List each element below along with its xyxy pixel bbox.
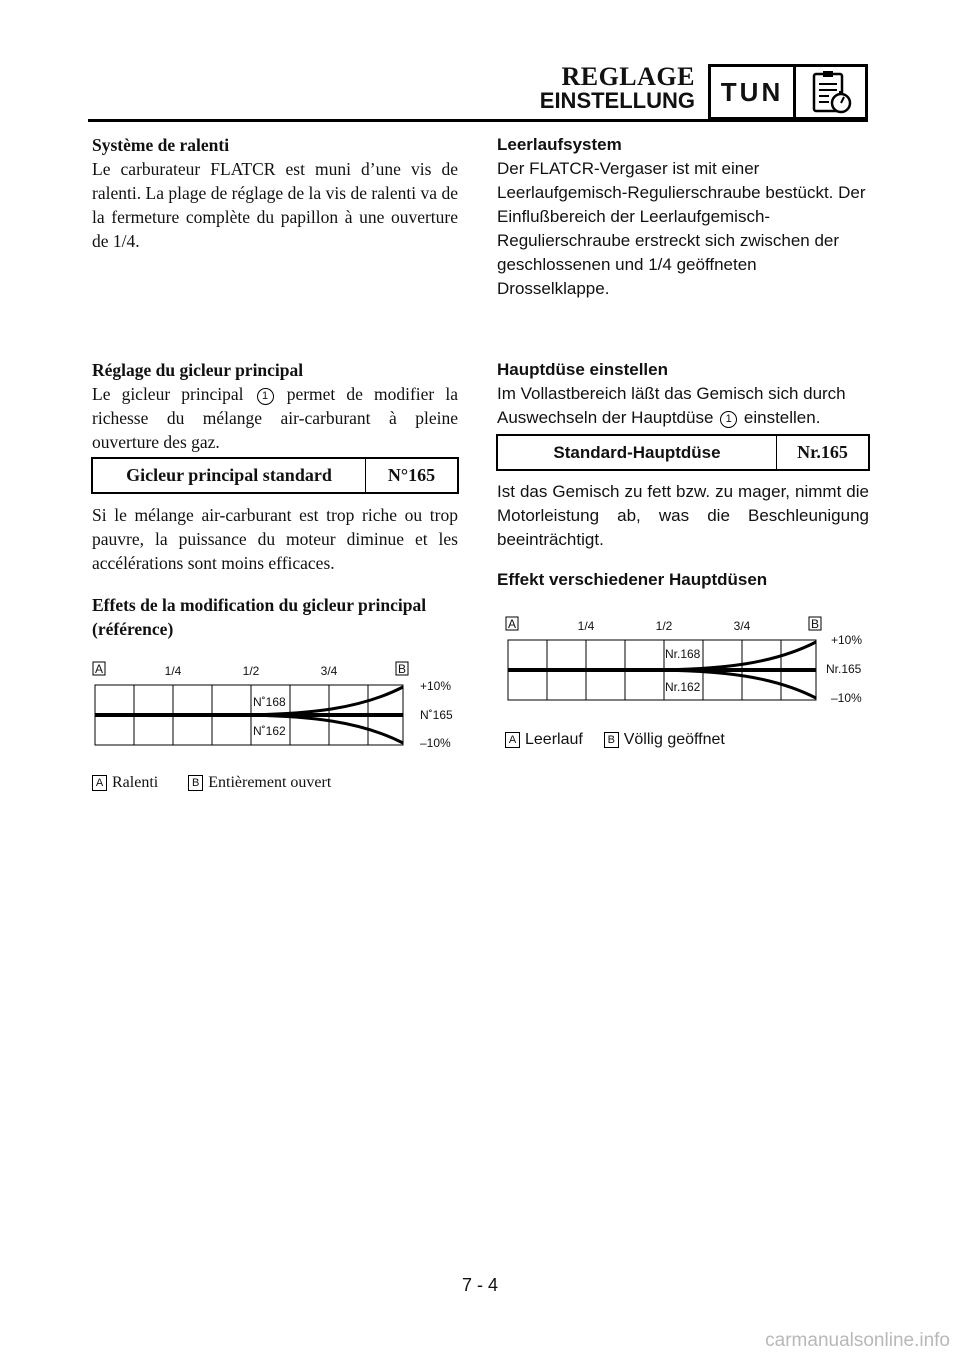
fr-spec-table <box>91 457 459 494</box>
de-spec-table <box>496 434 870 471</box>
de-idle-heading: Leerlaufsystem <box>497 135 622 154</box>
ref-1-icon: 1 <box>257 388 274 405</box>
chart-tick-3: 3/4 <box>733 619 751 633</box>
de-chart-legend <box>505 731 725 749</box>
chart-right-plus: +10% <box>831 633 863 647</box>
chart-right-mid: N˚165 <box>420 708 453 722</box>
de-main-text-a: Im Vollastbereich läßt das Gemisch sich durch Auswechseln der Hauptdüse <box>497 384 846 427</box>
chart-right-plus: +10% <box>420 679 452 693</box>
legend-b-text: Völlig geöffnet <box>623 731 725 748</box>
de-idle-text: Der FLATCR-Vergaser ist mit einer Leerlaufgemisch-Regulierschraube bestückt. Der Einflußbereich der Leerlaufgemisch-Regulierschraube erstreckt sich zwischen der geschlossenen und 1/4 geöffneten Drosselklappe. <box>497 159 866 298</box>
de-main-jet-chart <box>505 613 885 718</box>
chart-end-a: A <box>507 617 517 631</box>
legend-a-key: A <box>92 775 107 791</box>
de-main-text-b: einstellen. <box>743 408 821 427</box>
fr-main-text-a: Le gicleur principal <box>92 384 244 404</box>
fr-idle-heading: Système de ralenti <box>92 135 230 155</box>
de-main-jet-section <box>497 358 869 430</box>
fr-spec-label: Gicleur principal standard <box>93 459 366 492</box>
fr-main-heading: Réglage du gicleur principal <box>92 360 304 380</box>
de-idle-section <box>497 133 869 301</box>
section-badge <box>708 64 868 120</box>
de-rich-section <box>497 480 869 552</box>
chart-right-minus: –10% <box>420 736 451 750</box>
de-rich-text: Ist das Gemisch zu fett bzw. zu mager, nimmt die Motorleistung ab, was die Beschleunigung beeinträchtigt. <box>497 482 869 549</box>
fr-idle-text: Le carburateur FLATCR est muni d’une vis de ralenti. La plage de réglage de la vis de ralenti va de la fermeture complète du papillon à une ouverture de 1/4. <box>92 159 458 251</box>
clipboard-stopwatch-icon <box>796 67 865 117</box>
de-effects-heading: Effekt verschiedener Hauptdüsen <box>497 570 768 589</box>
chart-right-minus: –10% <box>831 691 862 705</box>
chart-series-label-1: N˚168 <box>253 695 286 709</box>
legend-a-text: Ralenti <box>112 774 159 791</box>
fr-main-jet-section <box>92 358 458 454</box>
de-spec-label: Standard-Hauptdüse <box>498 436 777 469</box>
chart-series-label-2: N˚162 <box>253 724 286 738</box>
fr-rich-text: Si le mélange air-carburant est trop riche ou trop pauvre, la puissance du moteur diminue et les accélérations sont moins efficaces. <box>92 505 458 573</box>
fr-effects-heading <box>92 593 458 641</box>
fr-main-text-b: permet de modifier la richesse du mélange air-carburant à pleine ouverture des gaz. <box>92 384 459 452</box>
legend-b-key: B <box>604 732 619 748</box>
chart-end-a: A <box>94 662 104 676</box>
watermark: carmanualsonline.info <box>765 1330 950 1351</box>
chart-series-label-2: Nr.162 <box>665 680 701 694</box>
chart-tick-2: 1/2 <box>242 664 260 678</box>
fr-chart-legend <box>92 774 331 792</box>
fr-main-jet-chart <box>92 658 472 763</box>
chart-end-b: B <box>397 662 407 676</box>
page-number: 7 - 4 <box>461 1275 499 1295</box>
fr-spec-value: N°165 <box>387 465 436 485</box>
ref-1-icon: 1 <box>720 411 737 428</box>
chart-series-label-1: Nr.168 <box>665 647 701 661</box>
fr-main-text <box>92 382 458 454</box>
chart-tick-2: 1/2 <box>655 619 673 633</box>
de-effects-heading-wrap <box>497 568 869 592</box>
chart-tick-3: 3/4 <box>320 664 338 678</box>
header-title-fr: REGLAGE <box>561 62 695 91</box>
fr-effects-heading-1: Effets de la modification du gicleur principal <box>92 595 427 615</box>
chart-tick-1: 1/4 <box>164 664 182 678</box>
de-main-text <box>497 382 869 430</box>
fr-effects-heading-2: (référence) <box>92 619 174 639</box>
chart-tick-1: 1/4 <box>577 619 595 633</box>
fr-rich-section <box>92 503 458 575</box>
header-title-de: EINSTELLUNG <box>539 88 695 113</box>
legend-a-key: A <box>505 732 520 748</box>
legend-b-text: Entièrement ouvert <box>208 774 332 791</box>
fr-idle-section <box>92 133 458 253</box>
section-code: TUN <box>711 67 796 117</box>
legend-b-key: B <box>188 775 203 791</box>
chart-end-b: B <box>810 617 820 631</box>
de-main-heading: Hauptdüse einstellen <box>497 360 668 379</box>
legend-a-text: Leerlauf <box>525 731 583 748</box>
de-spec-value: Nr.165 <box>797 442 848 462</box>
chart-right-mid: Nr.165 <box>826 662 862 676</box>
